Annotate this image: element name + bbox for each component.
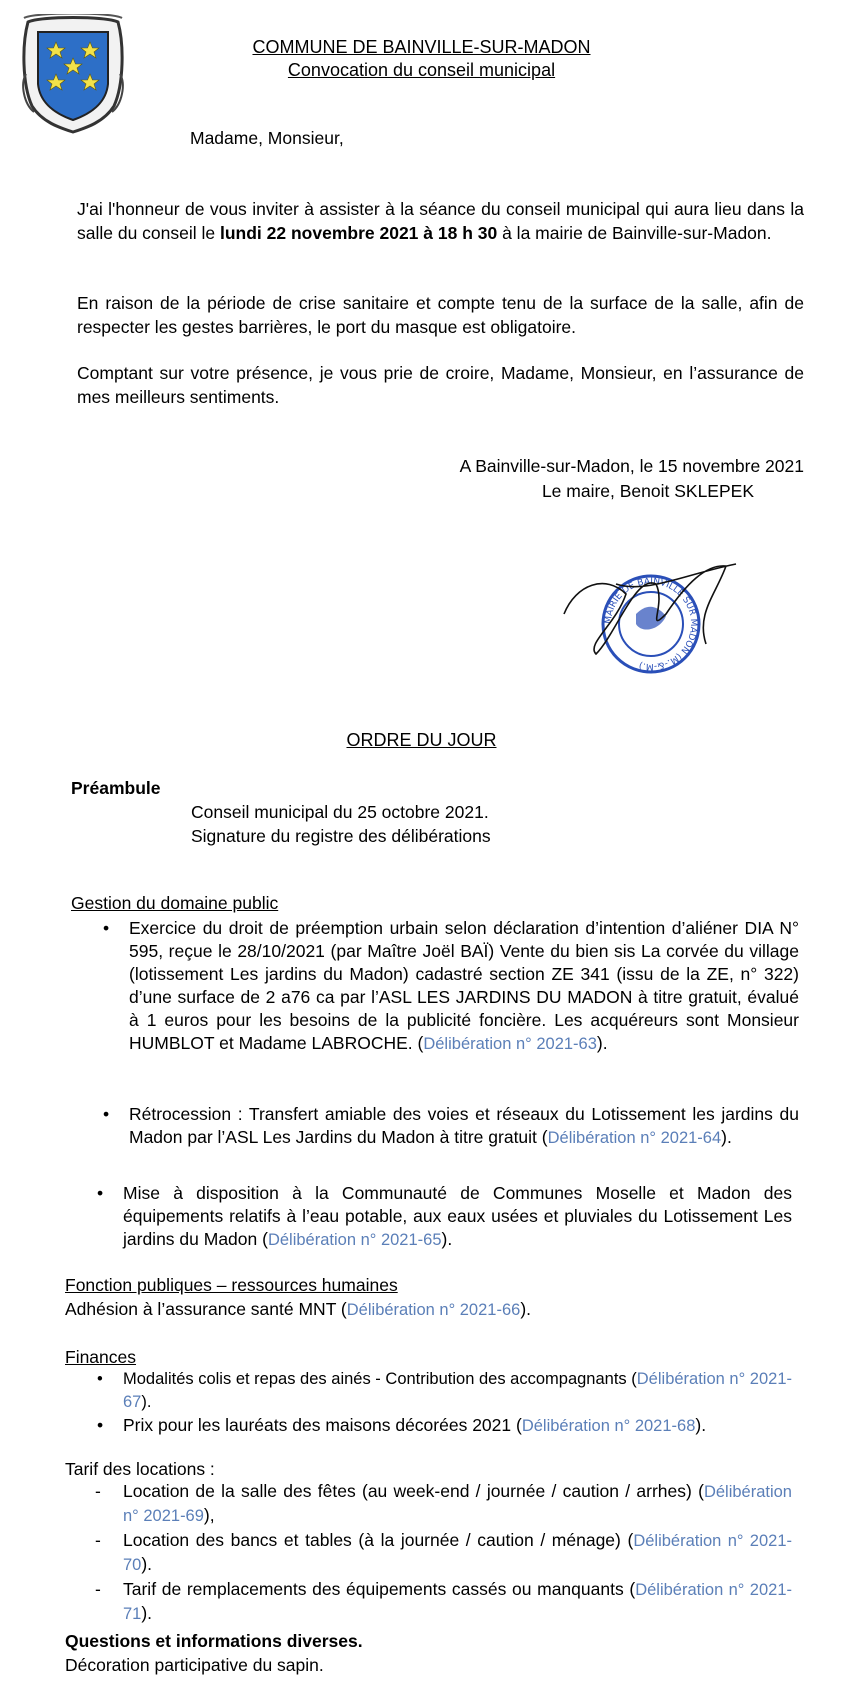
- list-item: - Location des bancs et tables (à la journée / caution / ménage) (Délibération n° 2021-70).: [95, 1530, 793, 1574]
- agenda-title: ORDRE DU JOUR: [346, 730, 497, 750]
- finances-list: [97, 1368, 792, 1438]
- deliberation-link[interactable]: Délibération n° 2021-67: [123, 1370, 792, 1411]
- list-item: • Rétrocession : Transfert amiable des voies et réseaux du Lotissement les jardins du Madon par l’ASL Les Jardins du Madon à titre gratuit (Délibération n° 2021-64).: [103, 1104, 799, 1147]
- questions-text: Décoration participative du sapin.: [65, 1655, 324, 1675]
- domaine-public-heading: Gestion du domaine public: [71, 893, 279, 913]
- mayor-signature-stamp: [556, 554, 746, 684]
- deliberation-link[interactable]: Délibération n° 2021-71: [123, 1581, 792, 1623]
- list-item: • Modalités colis et repas des ainés - Contribution des accompagnants (Délibération n° 2021-67).: [97, 1370, 792, 1411]
- tarifs-list: [95, 1480, 793, 1626]
- document-subtitle: Convocation du conseil municipal: [287, 60, 556, 80]
- deliberation-link[interactable]: Délibération n° 2021-68: [521, 1417, 696, 1435]
- deliberation-link[interactable]: Délibération n° 2021-64: [547, 1129, 722, 1147]
- questions-heading: Questions et informations diverses.: [65, 1631, 363, 1651]
- list-item: • Prix pour les lauréats des maisons décorées 2021 (Délibération n° 2021-68).: [97, 1415, 707, 1435]
- deliberation-link[interactable]: Délibération n° 2021-66: [346, 1301, 521, 1319]
- list-item: • Mise à disposition à la Communauté de Communes Moselle et Madon des équipements relatifs à l’eau potable, aux eaux usées et pluviales du Lotissement Les jardins du Madon (Délibération n° 2021-65).: [97, 1183, 792, 1249]
- preambule-line-1: Conseil municipal du 25 octobre 2021.: [191, 802, 489, 822]
- rh-heading: Fonction publiques – ressources humaines: [65, 1275, 398, 1295]
- salutation: Madame, Monsieur,: [190, 128, 344, 148]
- deliberation-link[interactable]: Délibération n° 2021-63: [423, 1035, 597, 1053]
- invitation-paragraph: J'ai l'honneur de vous inviter à assister à la séance du conseil municipal qui aura lieu dans la salle du conseil le lundi 22 novembre 2021 à 18 h 30 à la mairie de Bainville-sur-Madon.: [77, 199, 804, 243]
- list-item: - Tarif de remplacements des équipements cassés ou manquants (Délibération n° 2021-71).: [95, 1579, 792, 1623]
- preambule-line-2: Signature du registre des délibérations: [191, 826, 491, 846]
- domaine-public-list: [103, 917, 799, 1056]
- document-header: [0, 36, 843, 82]
- deliberation-link[interactable]: Délibération n° 2021-69: [123, 1483, 792, 1525]
- sanitary-paragraph: En raison de la période de crise sanitaire et compte tenu de la surface de la salle, afin de respecter les gestes barrières, le port du masque est obligatoire.: [77, 293, 804, 337]
- preambule-heading: Préambule: [71, 778, 161, 798]
- signatory: Le maire, Benoit SKLEPEK: [541, 481, 754, 501]
- commune-title: COMMUNE DE BAINVILLE-SUR-MADON: [252, 37, 591, 57]
- list-item: • Exercice du droit de préemption urbain selon déclaration d’intention d’aliéner DIA N° 595, reçue le 28/10/2021 (par Maître Joël BAÏ) Vente du bien sis La corvée du village (lotissement Les jardins du Madon) cadastré section ZE 341 (issu de la ZE, n° 322) d’une surface de 2 a76 ca par l’ASL LES JARDINS DU MADON à titre gratuit, évalué à 1 euros pour les besoins de la publicité foncière. Les acquéreurs sont Monsieur HUMBLOT et Madame LABROCHE. (Délibération n° 2021-63).: [103, 918, 799, 1053]
- rh-text: Adhésion à l’assurance santé MNT (Délibération n° 2021-66).: [65, 1299, 532, 1319]
- finances-heading: Finances: [65, 1347, 137, 1367]
- svg-text:MAIRIE DE BAINVILLE SUR MADON: MAIRIE DE BAINVILLE SUR MADON (M.-&-M.): [603, 576, 699, 672]
- place-date: A Bainville-sur-Madon, le 15 novembre 2021: [459, 456, 804, 476]
- closing-paragraph: Comptant sur votre présence, je vous prie de croire, Madame, Monsieur, en l’assurance de mes meilleurs sentiments.: [77, 363, 804, 407]
- tarifs-heading: Tarif des locations :: [65, 1459, 215, 1479]
- deliberation-link[interactable]: Délibération n° 2021-65: [267, 1231, 442, 1249]
- meeting-date: lundi 22 novembre 2021 à 18 h 30: [220, 222, 498, 243]
- list-item: - Location de la salle des fêtes (au week-end / journée / caution / arrhes) (Délibération n° 2021-69),: [95, 1481, 792, 1525]
- deliberation-link[interactable]: Délibération n° 2021-70: [123, 1532, 793, 1574]
